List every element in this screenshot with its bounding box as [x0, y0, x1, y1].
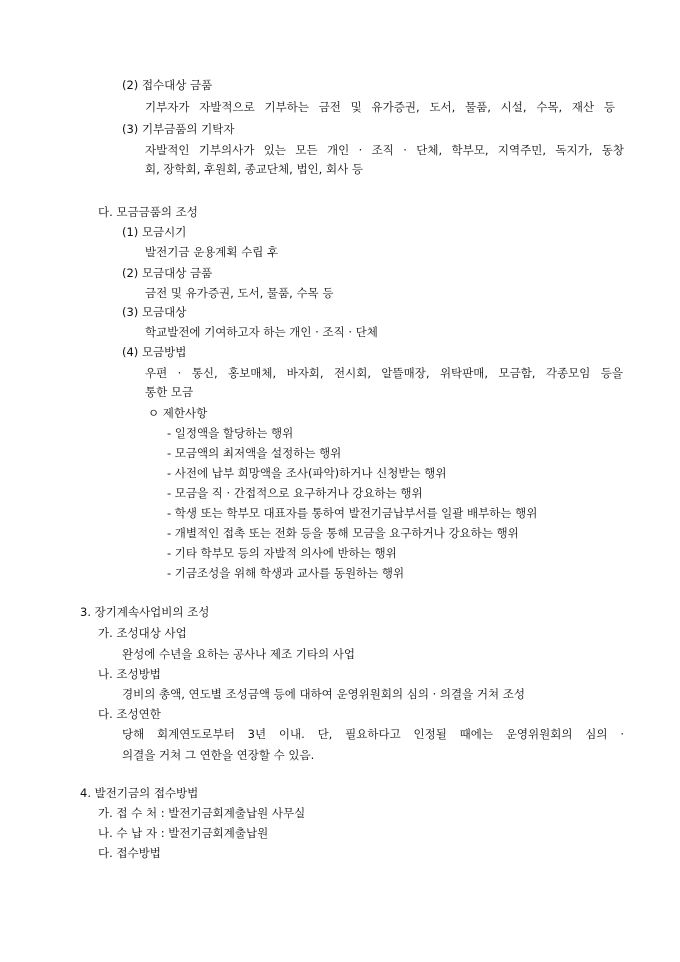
section-heading: 나. 조성방법 — [98, 667, 161, 681]
section-heading: 가. 조성대상 사업 — [98, 626, 187, 640]
section-heading: 다. 조성연한 — [98, 707, 161, 721]
restriction-item: - 기타 학부모 등의 자발적 의사에 반하는 행위 — [167, 546, 397, 560]
item-body: 금전 및 유가증권, 도서, 물품, 수목 등 — [145, 286, 334, 300]
restriction-item: - 사전에 납부 희망액을 조사(파악)하거나 신청받는 행위 — [167, 466, 447, 480]
item-title: (4) 모금방법 — [122, 345, 187, 359]
restriction-heading: ㅇ 제한사항 — [148, 406, 208, 420]
item-body: 우편 · 통신, 홍보매체, 바자회, 전시회, 알뜰매장, 위탁판매, 모금함, 각종모임 등을 — [145, 366, 623, 380]
restriction-item: - 기금조성을 위해 학생과 교사를 동원하는 행위 — [167, 566, 405, 580]
section-heading: 다. 접수방법 — [98, 846, 161, 860]
item-body: 통한 모금 — [145, 385, 194, 399]
item-body: 기부자가 자발적으로 기부하는 금전 및 유가증권, 도서, 물품, 시설, 수목, 재산 등 — [145, 100, 615, 114]
item-body: 의결을 거쳐 그 연한을 연장할 수 있음. — [122, 748, 315, 762]
restriction-item: - 일정액을 할당하는 행위 — [167, 426, 294, 440]
item-body: 완성에 수년을 요하는 공사나 제조 기타의 사업 — [122, 647, 356, 661]
item-title: (3) 기부금품의 기탁자 — [122, 122, 235, 136]
item-body: 회, 장학회, 후원회, 종교단체, 법인, 회사 등 — [145, 162, 363, 176]
restriction-item: - 개별적인 접촉 또는 전화 등을 통해 모금을 요구하거나 강요하는 행위 — [167, 526, 519, 540]
restriction-item: - 모금을 직 · 간접적으로 요구하거나 강요하는 행위 — [167, 486, 423, 500]
chapter-heading: 3. 장기계속사업비의 조성 — [80, 605, 210, 619]
restriction-item: - 학생 또는 학부모 대표자를 통하여 발전기금납부서를 일괄 배부하는 행위 — [167, 506, 538, 520]
section-heading: 나. 수 납 자 : 발전기금회계출납원 — [98, 826, 269, 840]
item-body: 경비의 총액, 연도별 조성금액 등에 대하여 운영위원회의 심의 · 의결을 거쳐 조성 — [122, 687, 526, 701]
item-title: (2) 모금대상 금품 — [122, 266, 213, 280]
section-heading: 다. 모금금품의 조성 — [98, 205, 198, 219]
item-body: 발전기금 운용계획 수립 후 — [145, 245, 279, 259]
restriction-item: - 모금액의 최저액을 설정하는 행위 — [167, 446, 342, 460]
item-body: 당해 회계연도로부터 3년 이내. 단, 필요하다고 인정될 때에는 운영위원회의 심의 · — [122, 727, 624, 741]
section-heading: 가. 접 수 처 : 발전기금회계출납원 사무실 — [98, 806, 306, 820]
item-title: (3) 모금대상 — [122, 305, 187, 319]
item-body: 학교발전에 기여하고자 하는 개인 · 조직 · 단체 — [145, 325, 378, 339]
item-title: (2) 접수대상 금품 — [122, 78, 213, 92]
item-title: (1) 모금시기 — [122, 225, 187, 239]
chapter-heading: 4. 발전기금의 접수방법 — [80, 786, 199, 800]
item-body: 자발적인 기부의사가 있는 모든 개인 · 조직 · 단체, 학부모, 지역주민, 독지가, 동창 — [145, 143, 624, 157]
